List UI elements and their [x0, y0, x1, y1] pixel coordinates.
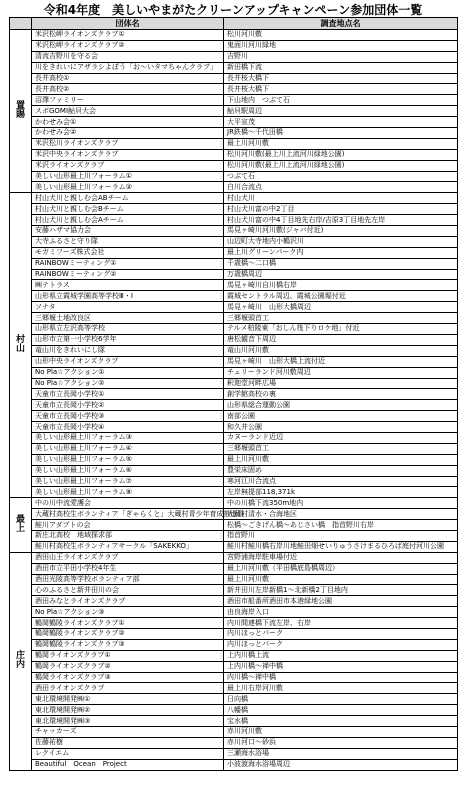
table-row	[10, 193, 458, 204]
site-name-cell: JR鉄橋～千代田橋	[224, 128, 458, 139]
table-row	[10, 639, 458, 650]
group-name-cell: 東北環境開発㈱③	[32, 716, 224, 727]
table-row	[10, 356, 458, 367]
site-name-cell: 鮭川村鮭川橋右岸川地鮭田畑せいりゅうさけまるひろば庭付河川公園	[224, 541, 458, 552]
group-name-cell: 鶴岡ライオンズクラブ①	[32, 650, 224, 661]
group-name-cell: 天童市立長岡小学校①	[32, 389, 224, 400]
table-row	[10, 324, 458, 335]
site-name-cell: 豊栄床固め	[224, 465, 458, 476]
site-name-cell: 最上川河川敷	[224, 574, 458, 585]
group-name-cell: モガミフーズ株式会社	[32, 247, 224, 258]
site-name-cell: 三瀬海水浴場	[224, 748, 458, 759]
site-name-cell: 宮野浦海岸駐車場付近	[224, 552, 458, 563]
table-row	[10, 672, 458, 683]
table-row	[10, 650, 458, 661]
site-name-cell: 馬見ヶ崎川 山形大橋上流付近	[224, 356, 458, 367]
site-name-cell: 竜山川河川敷	[224, 345, 458, 356]
site-name-cell: 最上川右岸河川敷	[224, 683, 458, 694]
group-name-cell: 酒田みなとライオンズクラブ	[32, 596, 224, 607]
group-name-cell: 美しい山形最上川フォーラム①	[32, 171, 224, 182]
group-name-cell: 米沢松岬ライオンズクラブ②	[32, 40, 224, 51]
table-row	[10, 683, 458, 694]
table-row	[10, 454, 458, 465]
site-name-cell: 新田橋下流	[224, 62, 458, 73]
group-name-cell: 大寺ふるさと守り隊	[32, 236, 224, 247]
table-row	[10, 661, 458, 672]
group-name-cell: 安藤ハザマ協力会	[32, 226, 224, 237]
site-name-cell: 霞城セントラル周辺、霞城公園堀付近	[224, 291, 458, 302]
site-name-cell: テルメ柏陵東「おしん筏下りロケ地」付近	[224, 324, 458, 335]
table-row	[10, 585, 458, 596]
table-row	[10, 345, 458, 356]
table-row	[10, 716, 458, 727]
table-row	[10, 400, 458, 411]
table-row	[10, 117, 458, 128]
site-name-cell: 村山犬川富の中4丁目地先右岸/吉原3丁目地先左岸	[224, 215, 458, 226]
table-row	[10, 737, 458, 748]
site-name-cell: 鬼面川河川緑地	[224, 40, 458, 51]
group-name-cell: 鶴岡鶴陵ライオンズクラブ②	[32, 628, 224, 639]
group-name-cell: 山形県立霞城学園高等学校Ⅲ・Ⅰ	[32, 291, 224, 302]
group-name-cell: 清流吉野川を守る会	[32, 51, 224, 62]
table-row	[10, 727, 458, 738]
region-cell: 最 上	[10, 498, 32, 552]
table-row	[10, 487, 458, 498]
table-row	[10, 62, 458, 73]
group-name-cell: ソナタ	[32, 302, 224, 313]
group-name-cell: 長井高校②	[32, 84, 224, 95]
site-name-cell: 白川合流点	[224, 182, 458, 193]
table-row	[10, 128, 458, 139]
site-name-cell: 山形県総合運動公園	[224, 400, 458, 411]
site-name-cell: 寒河江川合流点	[224, 476, 458, 487]
group-name-header: 団体名	[32, 18, 224, 30]
site-name-header: 調査地点名	[224, 18, 458, 30]
table-row	[10, 160, 458, 171]
site-name-cell: 鮎貝駅周辺	[224, 106, 458, 117]
site-name-cell: 酒田市船番所酒田市本港緑地公園	[224, 596, 458, 607]
group-name-cell: 鶴岡鶴陵ライオンズクラブ①	[32, 618, 224, 629]
site-name-cell: 上内川橋～禅中橋	[224, 661, 458, 672]
site-name-cell: 長井桜大橋下	[224, 73, 458, 84]
group-name-cell: 米沢中央ライオンズクラブ	[32, 149, 224, 160]
group-name-cell: かわせみ会②	[32, 128, 224, 139]
site-name-cell: 下山地内 つぶて石	[224, 95, 458, 106]
group-name-cell: 心のふるさと新井田川の会	[32, 585, 224, 596]
table-row	[10, 313, 458, 324]
table-row	[10, 422, 458, 433]
group-name-cell: 美しい山形最上川フォーラム③	[32, 432, 224, 443]
site-name-cell: 最上川河川敷	[224, 138, 458, 149]
site-name-cell: 指首野川	[224, 530, 458, 541]
table-row	[10, 378, 458, 389]
table-row	[10, 269, 458, 280]
table-row	[10, 465, 458, 476]
group-name-cell: 村山犬川と親しむ会Aチーム	[32, 215, 224, 226]
group-name-cell: 美しい山形最上川フォーラム⑤	[32, 454, 224, 465]
table-row	[10, 204, 458, 215]
site-name-cell: 最上川河川敷	[224, 454, 458, 465]
table-row	[10, 432, 458, 443]
group-name-cell: 天童市立長岡小学校③	[32, 411, 224, 422]
site-name-cell: 釈迦堂河畔広場	[224, 378, 458, 389]
group-name-cell: 村山犬川と親しむ会ABチーム	[32, 193, 224, 204]
table-row	[10, 596, 458, 607]
group-name-cell: 鶴岡鶴陵ライオンズクラブ③	[32, 639, 224, 650]
table-row	[10, 236, 458, 247]
corner-header	[10, 18, 32, 30]
site-name-cell: 内川間連橋下流左岸、右岸	[224, 618, 458, 629]
table-row	[10, 552, 458, 563]
table-row	[10, 258, 458, 269]
site-name-cell: 千歳橋～二口橋	[224, 258, 458, 269]
group-name-cell: 酒田山王ライオンズクラブ	[32, 552, 224, 563]
site-name-cell: 赤川河川敷	[224, 727, 458, 738]
group-name-cell: 美しい山形最上川フォーラム⑧	[32, 487, 224, 498]
group-name-cell: 東北環境開発㈱①	[32, 694, 224, 705]
site-name-cell: 吉野川	[224, 51, 458, 62]
group-name-cell: RAINBOWミーティング②	[32, 269, 224, 280]
site-name-cell: 三郷堰頭首工	[224, 443, 458, 454]
group-name-cell: 大蔵村高校生ボランティア「ぎゃらくと」大蔵村青少年育成推進員	[32, 509, 224, 520]
site-name-cell: 松川河川敷	[224, 30, 458, 41]
group-name-cell: ㈱テトラス	[32, 280, 224, 291]
header-row	[10, 18, 458, 30]
table-row	[10, 138, 458, 149]
group-name-cell: 天童市立長岡小学校④	[32, 422, 224, 433]
table-row	[10, 367, 458, 378]
table-row	[10, 40, 458, 51]
group-name-cell: 長井高校①	[32, 73, 224, 84]
table-row	[10, 226, 458, 237]
group-name-cell: 米沢松岬ライオンズクラブ①	[32, 30, 224, 41]
site-name-cell: 唐松観音下周辺	[224, 334, 458, 345]
group-name-cell: 鮭川アダプトの会	[32, 520, 224, 531]
table-row	[10, 530, 458, 541]
site-name-cell: 宝水橋	[224, 716, 458, 727]
site-name-cell: 左岸無提部118,371k	[224, 487, 458, 498]
group-name-cell: 山形県立左沢高等学校	[32, 324, 224, 335]
group-name-cell: 酒田光陵高等学校ボランティア部	[32, 574, 224, 585]
table-row	[10, 95, 458, 106]
site-name-cell: 松橋～ごきげん橋～あじさい橋 指首野川右岸	[224, 520, 458, 531]
group-name-cell: 美しい山形最上川フォーラム②	[32, 182, 224, 193]
table-row	[10, 389, 458, 400]
page-title: 令和4年度 美しいやまがたクリーンアップキャンペーン参加団体一覧	[43, 3, 423, 17]
table-row	[10, 73, 458, 84]
site-name-cell: 和久井公園	[224, 422, 458, 433]
group-name-cell: 鶴岡ライオンズクラブ②	[32, 661, 224, 672]
group-name-cell: 三郷堰土地改良区	[32, 313, 224, 324]
group-name-cell: 鮭川村高校生ボランティアサークル「SAKEKKO」	[32, 541, 224, 552]
site-name-cell: 最上川グリーンパーク内	[224, 247, 458, 258]
site-name-cell: 内川ほっとパーク	[224, 639, 458, 650]
group-name-cell: 美しい山形最上川フォーラム④	[32, 443, 224, 454]
site-name-cell: 日向橋	[224, 694, 458, 705]
region-cell: 置 賜	[10, 30, 32, 193]
group-name-cell: 沼澤ファミリー	[32, 95, 224, 106]
table-row	[10, 607, 458, 618]
group-name-cell: スポGOMI鮎貝大会	[32, 106, 224, 117]
group-name-cell: 村山犬川と親しむ会Bチーム	[32, 204, 224, 215]
table-row	[10, 149, 458, 160]
table-row	[10, 541, 458, 552]
table-row	[10, 30, 458, 41]
table-row	[10, 618, 458, 629]
table-row	[10, 563, 458, 574]
site-name-cell: カヌーランド近辺	[224, 432, 458, 443]
table-row	[10, 106, 458, 117]
group-name-cell: 川をきれいにアザラシよぼう「お～いタマちゃんクラブ」	[32, 62, 224, 73]
site-name-cell: 新井田川左岸新橋1～北新橋2丁目地内	[224, 585, 458, 596]
table-row	[10, 628, 458, 639]
table-body	[10, 30, 458, 771]
group-name-cell: 中の川中流愛護会	[32, 498, 224, 509]
site-name-cell: 馬見ヶ崎川 山形大橋周辺	[224, 302, 458, 313]
participant-table	[9, 17, 458, 771]
group-name-cell: No Pla☆アクション③	[32, 607, 224, 618]
site-name-cell: 馬見ヶ崎川河川敷(ジャバ付近)	[224, 226, 458, 237]
site-name-cell: 三郷堰頭首工	[224, 313, 458, 324]
table-row	[10, 520, 458, 531]
group-name-cell: 鶴岡ライオンズクラブ③	[32, 672, 224, 683]
group-name-cell: Beautiful Ocean Project	[32, 759, 224, 770]
group-name-cell: 新庄北高校 地域探求部	[32, 530, 224, 541]
site-name-cell: 松川河川敷(最上川上流河川緑地公園)	[224, 160, 458, 171]
site-name-cell: 創学館高校の裏	[224, 389, 458, 400]
group-name-cell: 東北環境開発㈱②	[32, 705, 224, 716]
group-name-cell: 天童市立長岡小学校②	[32, 400, 224, 411]
group-name-cell: レクイエム	[32, 748, 224, 759]
group-name-cell: 米沢松川ライオンズクラブ	[32, 138, 224, 149]
region-cell: 村 山	[10, 193, 32, 498]
table-row	[10, 84, 458, 95]
group-name-cell: RAINBOWミーティング①	[32, 258, 224, 269]
group-name-cell: No Pla☆アクション①	[32, 367, 224, 378]
table-row	[10, 748, 458, 759]
table-row	[10, 509, 458, 520]
table-row	[10, 280, 458, 291]
site-name-cell: 村山犬川富の中2丁目	[224, 204, 458, 215]
group-name-cell: かわせみ会①	[32, 117, 224, 128]
table-row	[10, 182, 458, 193]
site-name-cell: 山辺町大寺地内小鶴沢川	[224, 236, 458, 247]
site-name-cell: 上内川橋上流	[224, 650, 458, 661]
site-name-cell: つぶて石	[224, 171, 458, 182]
site-name-cell: 大蔵村清水・合海地区	[224, 509, 458, 520]
group-name-cell: No Pla☆アクション②	[32, 378, 224, 389]
site-name-cell: 万歳橋周辺	[224, 269, 458, 280]
table-row	[10, 705, 458, 716]
table-row	[10, 171, 458, 182]
site-name-cell: 村山犬川	[224, 193, 458, 204]
site-name-cell: 内川橋～禅中橋	[224, 672, 458, 683]
region-cell: 庄 内	[10, 552, 32, 770]
table-row	[10, 498, 458, 509]
table-row	[10, 302, 458, 313]
group-name-cell: 美しい山形最上川フォーラム⑦	[32, 476, 224, 487]
group-name-cell: 酒田ライオンズクラブ	[32, 683, 224, 694]
site-name-cell: 八幡橋	[224, 705, 458, 716]
table-row	[10, 291, 458, 302]
table-row	[10, 574, 458, 585]
site-name-cell: 最上川河川敷（平田橋底島橋周辺）	[224, 563, 458, 574]
table-row	[10, 759, 458, 770]
table-row	[10, 247, 458, 258]
site-name-cell: 小波渡海水浴場周辺	[224, 759, 458, 770]
table-row	[10, 411, 458, 422]
site-name-cell: 内川ほっとパーク	[224, 628, 458, 639]
site-name-cell: 馬見ヶ崎川自川橋右岸	[224, 280, 458, 291]
table-row	[10, 694, 458, 705]
group-name-cell: 山形市立第一小学校6学年	[32, 334, 224, 345]
table-row	[10, 215, 458, 226]
site-name-cell: 由良海岸入口	[224, 607, 458, 618]
site-name-cell: 南部公園	[224, 411, 458, 422]
group-name-cell: 美しい山形最上川フォーラム⑥	[32, 465, 224, 476]
site-name-cell: 赤川河口～砂浜	[224, 737, 458, 748]
group-name-cell: 山形中央ライオンズクラブ	[32, 356, 224, 367]
group-name-cell: チャッカーズ	[32, 727, 224, 738]
table-row	[10, 443, 458, 454]
group-name-cell: 酒田市立平田小学校4年生	[32, 563, 224, 574]
site-name-cell: 長井桜大橋下	[224, 84, 458, 95]
table-row	[10, 476, 458, 487]
table-row	[10, 334, 458, 345]
group-name-cell: 米沢ライオンズクラブ	[32, 160, 224, 171]
group-name-cell: 佐藤祐樹	[32, 737, 224, 748]
site-name-cell: 大平宣茂	[224, 117, 458, 128]
site-name-cell: 松川河川敷(最上川上流河川緑地公園)	[224, 149, 458, 160]
group-name-cell: 竜山川をきれいにし隊	[32, 345, 224, 356]
table-row	[10, 51, 458, 62]
site-name-cell: チェリーランド河川敷周辺	[224, 367, 458, 378]
site-name-cell: 中の川橋下流350m地内	[224, 498, 458, 509]
